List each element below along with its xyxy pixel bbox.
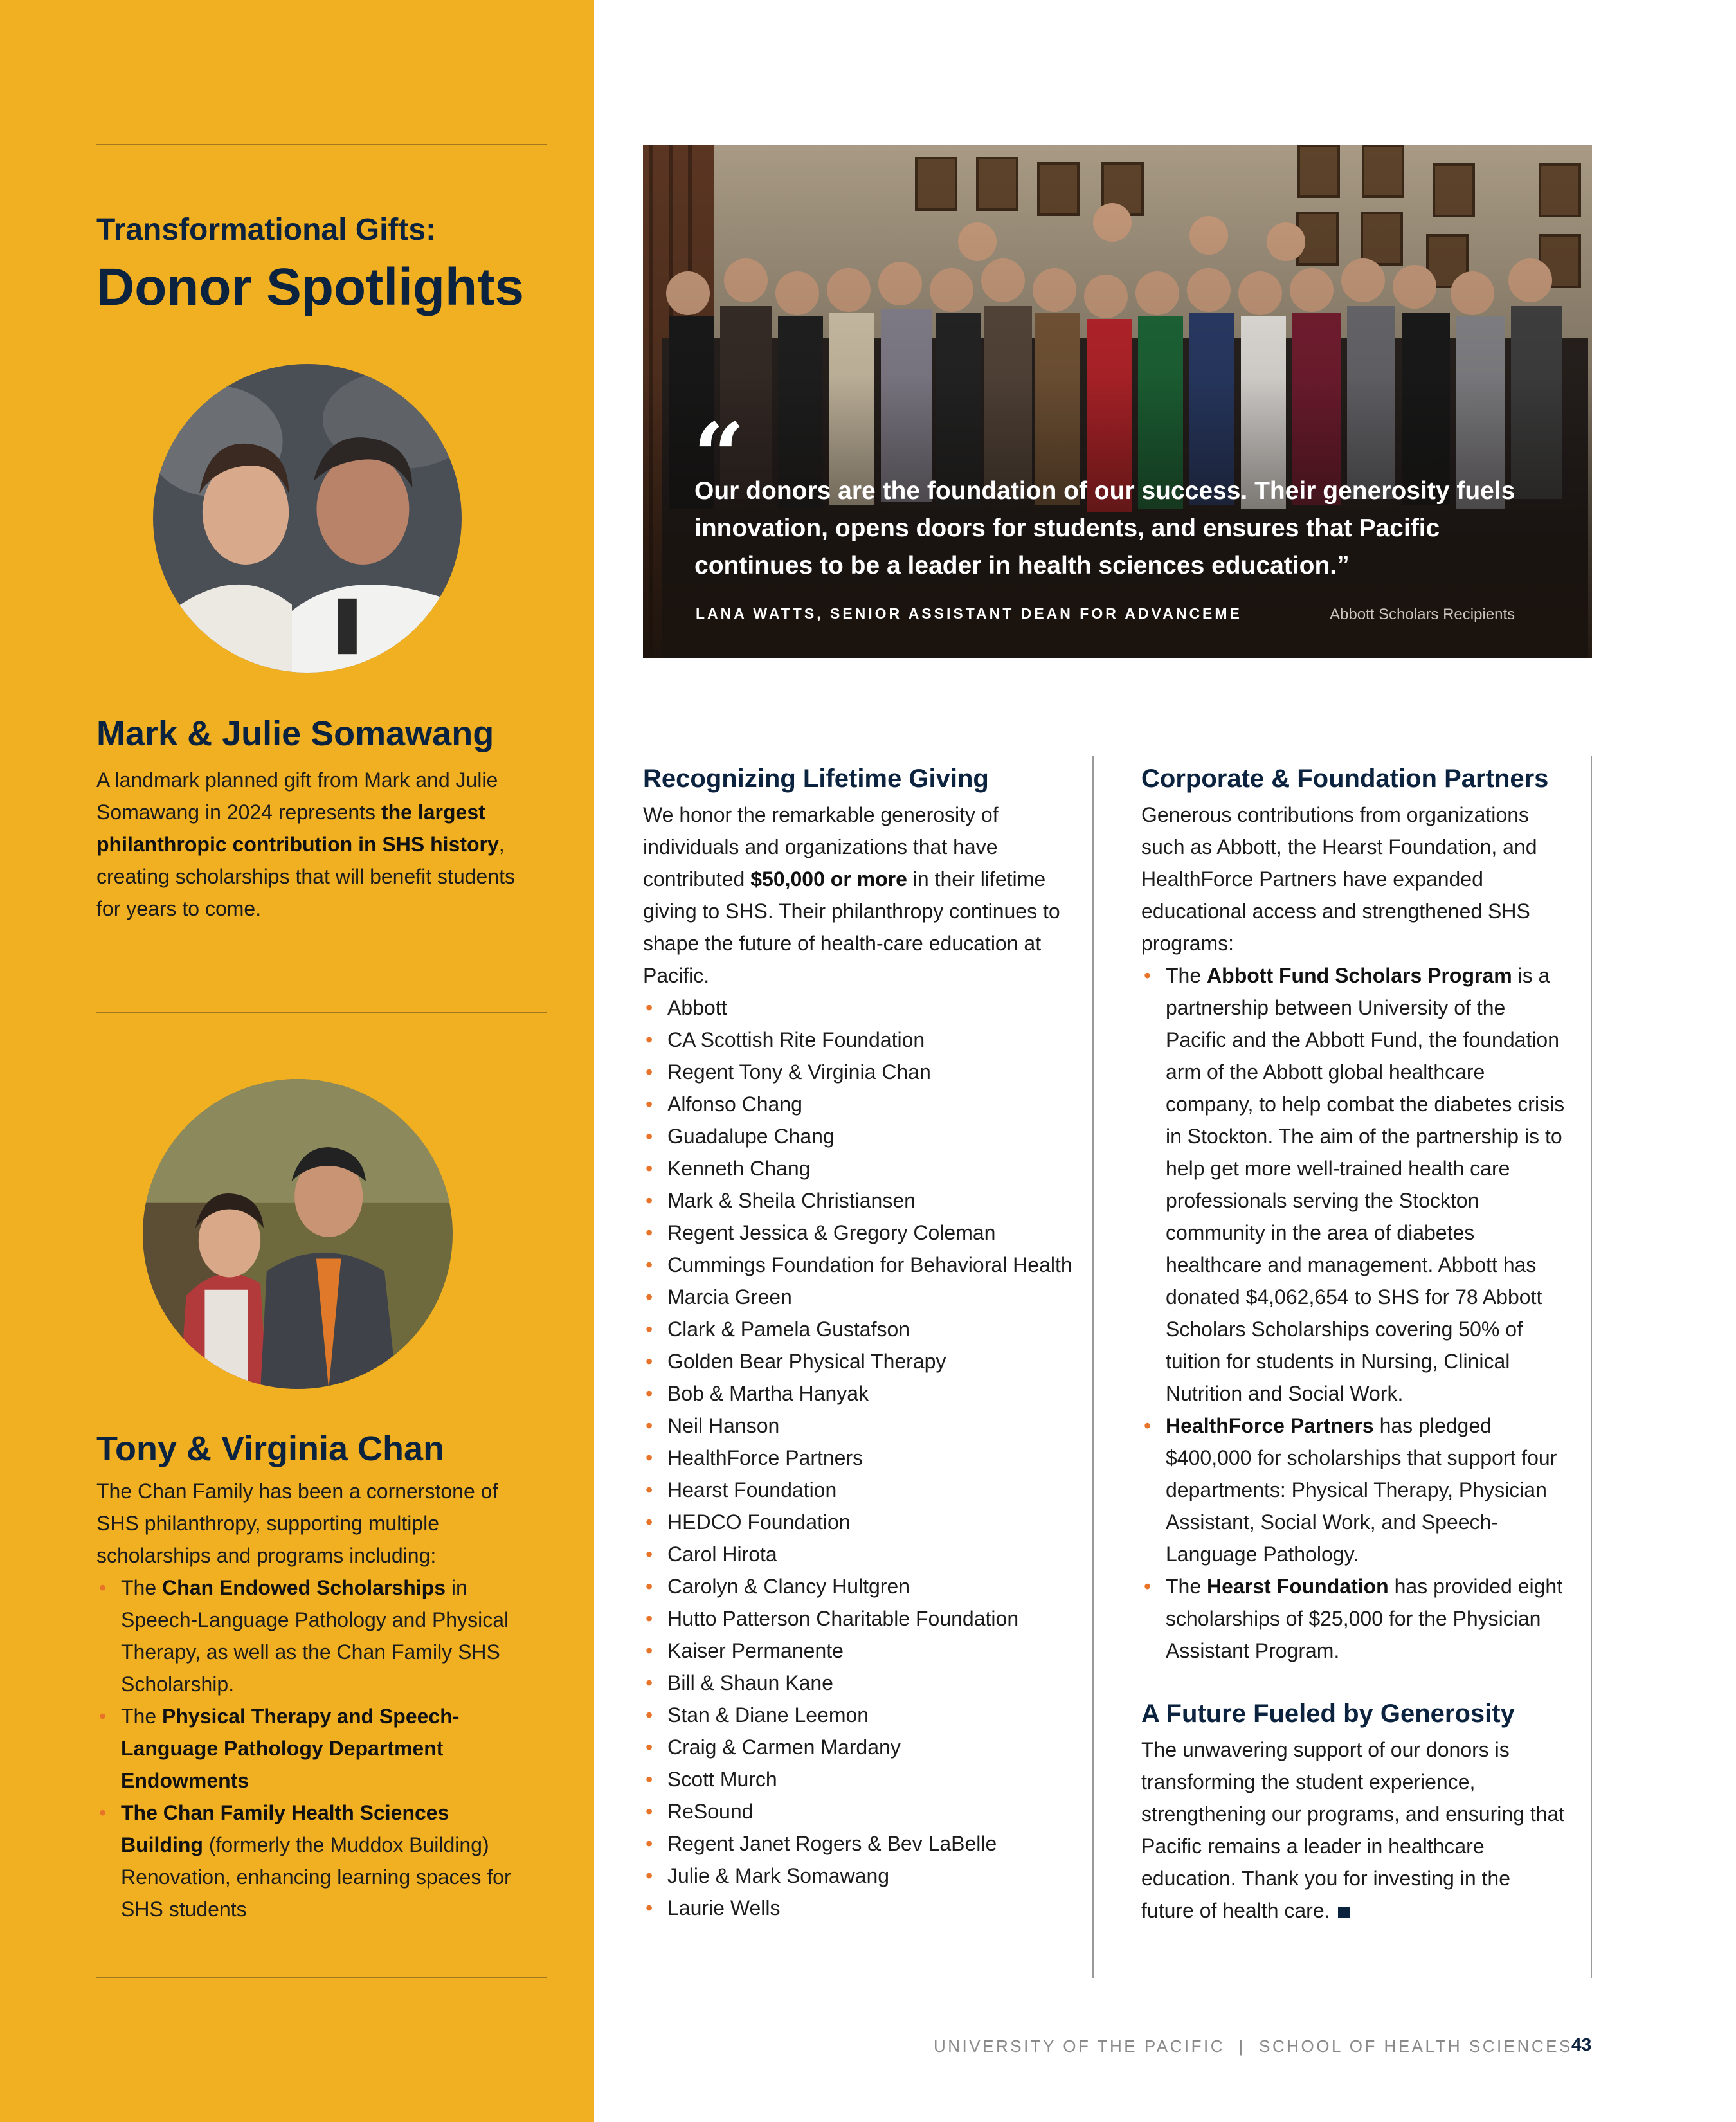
quote-attribution: LANA WATTS, SENIOR ASSISTANT DEAN FOR ADVANCEME: [696, 605, 1242, 622]
lifetime-giving-section: [643, 759, 1080, 1924]
quote-mark-icon: “: [693, 404, 745, 509]
donor-list-item: • Julie & Mark Somawang: [643, 1860, 1080, 1892]
divider: [96, 1977, 547, 1978]
donor-list-item: • Carol Hirota: [643, 1538, 1080, 1570]
donor-list-item: • Carolyn & Clancy Hultgren: [643, 1570, 1080, 1602]
donor-list-item: • Laurie Wells: [643, 1892, 1080, 1924]
partner-list: [1141, 959, 1566, 1667]
column-divider: [1092, 756, 1094, 1978]
lifetime-intro: We honor the remarkable generosity of individuals and organizations that have contributed $50,000 or more in their lifetime giving to SHS. Their philanthropy continues to shape the future of health-care education at Pacific.: [643, 803, 1060, 987]
divider: [96, 1012, 547, 1013]
donor-list-item: • HealthForce Partners: [643, 1442, 1080, 1474]
list-item: • The Abbott Fund Scholars Program is a partnership between University of the Pacific and the Abbott Fund, the foundation arm of the Abbott global healthcare company, to help combat the diabetes crisis in Stockton. The aim of the partnership is to help get more well-trained health care professionals serving the Stockton community in the area of diabetes healthcare and management. Abbott has donated $4,062,654 to SHS for 78 Abbott Scholars Scholarships covering 50% of tuition for students in Nursing, Clinical Nutrition and Social Work.: [1141, 959, 1566, 1410]
donor-list-item: • Regent Janet Rogers & Bev LaBelle: [643, 1827, 1080, 1860]
donor-list-item: • Kenneth Chang: [643, 1152, 1080, 1184]
donor-list-item: • Mark & Sheila Christiansen: [643, 1184, 1080, 1217]
list-item: • The Chan Endowed Scholarships in Speech-Language Pathology and Physical Therapy, as well as the Chan Family SHS Scholarship.: [96, 1572, 521, 1700]
donor-list-item: • Abbott: [643, 992, 1080, 1024]
list-item: • HealthForce Partners has pledged $400,000 for scholarships that support four departments: Physical Therapy, Physician Assistant, Social Work, and Speech-Language Pathology.: [1141, 1410, 1566, 1570]
donor-list-item: • Regent Tony & Virginia Chan: [643, 1056, 1080, 1088]
donor-list-item: • Marcia Green: [643, 1281, 1080, 1313]
photo-caption: Abbott Scholars Recipients: [1330, 606, 1515, 623]
section-heading: A Future Fueled by Generosity: [1141, 1700, 1515, 1728]
footer-text: UNIVERSITY OF THE PACIFIC | SCHOOL OF HEALTH SCIENCES: [934, 2036, 1573, 2056]
column-divider: [1591, 756, 1592, 1978]
donor-portrait-somawang: [153, 364, 462, 673]
end-mark-icon: [1338, 1907, 1350, 1918]
section-heading: Recognizing Lifetime Giving: [643, 765, 989, 793]
donor-list-item: • HEDCO Foundation: [643, 1506, 1080, 1538]
closing-text: The unwavering support of our donors is transforming the student experience, strengthening our programs, and ensuring that Pacific remains a leader in healthcare education. Thank you for investing in the future of health care.: [1141, 1738, 1565, 1922]
divider: [96, 144, 547, 145]
kicker: Transformational Gifts:: [96, 213, 437, 247]
donor-list-item: • Cummings Foundation for Behavioral Health: [643, 1249, 1080, 1281]
corporate-partners-section: Corporate & Foundation Partners Generous contributions from organizations such as Abbott, the Hearst Foundation, and HealthForce Partners have expanded educational access and strengthened SHS programs: • The Abbott Fund Scholars Program is a partnership between University of the Pacific and the Abbott Fund, the foundation arm of the Abbott global healthcare company, to help combat the diabetes crisis in Stockton. The aim of the partnership is to help get more well-trained health care professionals serving the Stockton community in the area of diabetes healthcare and management. Abbott has donated $4,062,654 to SHS for 78 Abbott Scholars Scholarships covering 50% of tuition for students in Nursing, Clinical Nutrition and Social Work. • HealthForce Partners has pledged $400,000 for scholarships that support four departments: Physical Therapy, Physician Assistant, Social Work, and Speech-Language Pathology. • The Hearst Foundation has provided eight scholarships of $25,000 for the Physician Assistant Program. A Future Fueled by Generosity The unwavering support of our donors is transforming the student experience, strengthening our programs, and ensuring that Pacific remains a leader in healthcare education. Thank you for investing in the future of health care.: [1141, 759, 1566, 1927]
donor-list-item: • Bill & Shaun Kane: [643, 1667, 1080, 1699]
chan-gift-list: [96, 1572, 521, 1925]
donor-chan-text: The Chan Family has been a cornerstone of SHS philanthropy, supporting multiple scholarships and programs including: • The Chan Endowed Scholarships in Speech-Language Pathology and Physical Therapy, as well as the Chan Family SHS Scholarship. • The Physical Therapy and Speech-Language Pathology Department Endowments • The Chan Family Health Sciences Building (formerly the Muddox Building) Renovation, enhancing learning spaces for SHS students: [96, 1475, 521, 1925]
donor-list-item: • Regent Jessica & Gregory Coleman: [643, 1217, 1080, 1249]
donor-list-item: • ReSound: [643, 1795, 1080, 1827]
donor-list-item: • Scott Murch: [643, 1763, 1080, 1795]
page-number: 43: [1571, 2035, 1592, 2054]
donor-list-item: • Alfonso Chang: [643, 1088, 1080, 1120]
section-heading: Corporate & Foundation Partners: [1141, 765, 1549, 793]
donor-list-item: • Hutto Patterson Charitable Foundation: [643, 1602, 1080, 1635]
donor-list-item: • Kaiser Permanente: [643, 1635, 1080, 1667]
list-item: • The Hearst Foundation has provided eight scholarships of $25,000 for the Physician Assistant Program.: [1141, 1570, 1566, 1667]
page-title: Donor Spotlights: [96, 258, 525, 316]
donor-somawang-text: A landmark planned gift from Mark and Julie Somawang in 2024 represents the largest philanthropic contribution in SHS history, creating scholarships that will benefit students for years to come.: [96, 768, 516, 920]
donor-portrait-chan: [143, 1079, 453, 1389]
donor-name-somawang: Mark & Julie Somawang: [96, 714, 494, 753]
donor-name-chan: Tony & Virginia Chan: [96, 1429, 445, 1468]
pull-quote: Our donors are the foundation of our success. Their generosity fuels innovation, opens doors for students, and ensures that Pacific continues to be a leader in health sciences education.”: [694, 477, 1515, 579]
donor-list-item: • Neil Hanson: [643, 1410, 1080, 1442]
donor-list-item: • Guadalupe Chang: [643, 1120, 1080, 1152]
donor-list-item: • Clark & Pamela Gustafson: [643, 1313, 1080, 1345]
donor-list: [643, 992, 1080, 1924]
donor-list-item: • Hearst Foundation: [643, 1474, 1080, 1506]
donor-list-item: • Craig & Carmen Mardany: [643, 1731, 1080, 1763]
donor-list-item: • Bob & Martha Hanyak: [643, 1377, 1080, 1410]
donor-list-item: • Golden Bear Physical Therapy: [643, 1345, 1080, 1377]
donor-list-item: • Stan & Diane Leemon: [643, 1699, 1080, 1731]
donor-list-item: • CA Scottish Rite Foundation: [643, 1024, 1080, 1056]
list-item: • The Chan Family Health Sciences Building (formerly the Muddox Building) Renovation, enhancing learning spaces for SHS students: [96, 1797, 521, 1925]
list-item: • The Physical Therapy and Speech-Language Pathology Department Endowments: [96, 1700, 521, 1797]
